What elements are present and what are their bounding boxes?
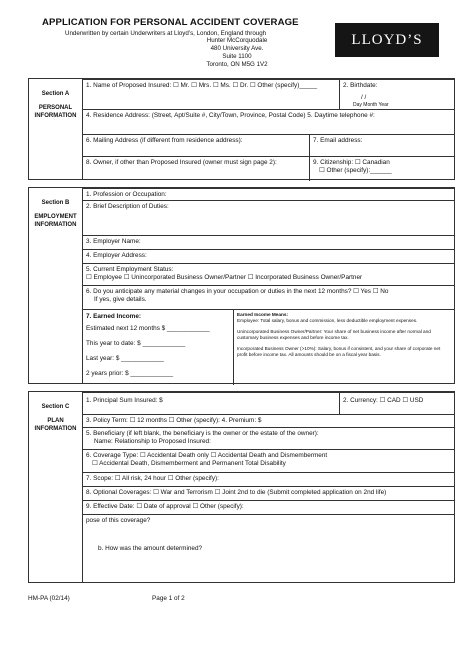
section-a-row-residence bbox=[83, 109, 454, 134]
section-b-name: Section B bbox=[41, 200, 70, 206]
amount-determined-question: b. How was the amount determined? bbox=[98, 545, 203, 552]
employment-status-field[interactable] bbox=[83, 264, 454, 285]
income-def-incorporated: Incorporated Business Owner (>10%): Salary, bonus if consistent, and your share of corporate net profit before income tax. All amounts should be on a fiscal year basis. bbox=[237, 346, 441, 357]
page-number: Page 1 of 2 bbox=[152, 595, 185, 602]
occupation-field[interactable]: 1. Profession or Occupation: bbox=[86, 191, 167, 198]
form-title: APPLICATION FOR PERSONAL ACCIDENT COVERAGE bbox=[42, 17, 299, 28]
effective-date-field[interactable]: 9. Effective Date: ☐ Date of approval ☐ Other (specify): bbox=[86, 503, 244, 510]
citizenship-field[interactable] bbox=[309, 157, 454, 181]
earned-income-row bbox=[83, 309, 454, 385]
section-c-title: PLAN INFORMATION bbox=[34, 418, 77, 432]
income-last-year: Last year: $ ____________ bbox=[86, 355, 164, 362]
form-code: HM-PA (02/14) bbox=[28, 595, 70, 602]
section-a-name: Section A bbox=[41, 91, 70, 97]
income-def-employee: Employee: Total salary, bonus and commission, less deductible employment expenses. bbox=[237, 317, 418, 323]
section-a-row-mailing bbox=[83, 134, 454, 156]
section-a-row-owner bbox=[83, 156, 454, 181]
earned-income-label: 7. Earned Income: bbox=[86, 313, 142, 320]
citizenship-other: ☐ Other (specify):______ bbox=[319, 167, 392, 174]
optional-coverages-field[interactable]: 8. Optional Coverages: ☐ War and Terrorism ☐ Joint 2nd to die (Submit completed application on 2nd life) bbox=[86, 489, 387, 496]
material-changes-details: If yes, give details. bbox=[94, 296, 147, 303]
sum-insured-field[interactable]: 1. Principal Sum Insured: $ bbox=[86, 397, 163, 404]
employer-name-field[interactable]: 3. Employer Name: bbox=[86, 238, 141, 245]
underwriter-line: Underwritten by certain Underwriters at Lloyd’s, London, England through bbox=[65, 30, 267, 37]
section-a-title: PERSONAL INFORMATION bbox=[34, 105, 77, 119]
section-c-name: Section C bbox=[41, 404, 70, 410]
optional-coverages-row bbox=[83, 486, 454, 500]
section-a-row-name bbox=[83, 79, 454, 109]
policy-term-field[interactable]: 3. Policy Term: ☐ 12 months ☐ Other (specify): 4. Premium: $ bbox=[86, 417, 262, 424]
residence-address-field[interactable]: 4. Residence Address: (Street, Apt/Suite #, City/Town, Province, Postal Code) 5. Daytime telephone #: bbox=[86, 112, 375, 119]
coverage-type-row bbox=[83, 449, 454, 472]
section-b-label bbox=[29, 188, 83, 383]
coverage-type-field[interactable] bbox=[83, 450, 454, 472]
employer-address-row bbox=[83, 249, 454, 263]
mailing-address-field[interactable]: 6. Mailing Address (if different from residence address): bbox=[86, 137, 243, 144]
purpose-row bbox=[83, 514, 454, 584]
occupation-row bbox=[83, 188, 454, 200]
section-a bbox=[28, 78, 455, 180]
beneficiary-row bbox=[83, 427, 454, 449]
purpose-question: pose of this coverage? bbox=[86, 517, 151, 524]
coverage-type-label: 6. Coverage Type: ☐ Accidental Death only ☐ Accidental Death and Dismemberment bbox=[86, 452, 328, 459]
effective-date-row bbox=[83, 500, 454, 514]
section-b-title: EMPLOYMENT INFORMATION bbox=[34, 214, 77, 228]
beneficiary-field[interactable] bbox=[83, 428, 454, 449]
section-a-label bbox=[29, 79, 83, 179]
beneficiary-label: 5. Beneficiary (if left blank, the beneficiary is the owner or the estate of the owner): bbox=[86, 430, 319, 437]
sum-insured-row bbox=[83, 392, 454, 414]
employment-status-label: 5. Current Employment Status: bbox=[86, 266, 174, 273]
purpose-field[interactable] bbox=[83, 515, 454, 584]
income-next-12: Estimated next 12 months $ ____________ bbox=[86, 325, 210, 332]
employment-status-options: ☐ Employee ☐ Unincorporated Business Owner/Partner ☐ Incorporated Business Owner/Partner bbox=[86, 274, 363, 281]
earned-income-definitions bbox=[233, 310, 454, 385]
owner-field[interactable]: 8. Owner, if other than Proposed Insured (owner must sign page 2): bbox=[86, 159, 277, 166]
birthdate-label: 2. Birthdate: bbox=[343, 82, 378, 89]
income-two-years: 2 years prior: $ ____________ bbox=[86, 370, 174, 377]
section-c-label bbox=[29, 392, 83, 582]
name-field[interactable]: 1. Name of Proposed Insured: ☐ Mr. ☐ Mrs. ☐ Ms. ☐ Dr. ☐ Other (specify)_____ bbox=[86, 82, 318, 89]
employment-status-row bbox=[83, 263, 454, 285]
currency-field[interactable]: 2. Currency: ☐ CAD ☐ USD bbox=[339, 393, 454, 414]
employer-name-row bbox=[83, 235, 454, 249]
address-line-2: 480 University Ave. bbox=[210, 45, 264, 52]
material-changes-field[interactable] bbox=[83, 286, 454, 309]
email-field[interactable]: 7. Email address: bbox=[309, 135, 454, 156]
material-changes-question: 6. Do you anticipate any material changes in your occupation or duties in the next 12 months? ☐ Yes ☐ No bbox=[86, 288, 389, 295]
beneficiary-name: Name: Relationship to Proposed Insured: bbox=[94, 438, 211, 445]
duties-field[interactable]: 2. Brief Description of Duties: bbox=[86, 203, 169, 210]
lloyds-logo: LLOYD’S bbox=[335, 23, 439, 57]
income-def-title: Earned Income Means: bbox=[237, 312, 289, 317]
income-def-unincorporated: Unincorporated Business Owner/Partner: Your share of net business income after normal and customary business expenses and before income tax. bbox=[237, 329, 431, 340]
coverage-type-option-ptd: ☐ Accidental Death, Dismemberment and Permanent Total Disability bbox=[92, 460, 286, 467]
scope-field[interactable]: 7. Scope: ☐ All risk, 24 hour ☐ Other (specify): bbox=[86, 475, 219, 482]
income-this-year: This year to date: $ ____________ bbox=[86, 340, 186, 347]
address-line-4: Toronto, ON M5G 1V2 bbox=[206, 61, 268, 68]
address-line-3: Suite 1100 bbox=[222, 53, 252, 60]
duties-row bbox=[83, 200, 454, 235]
citizenship-label: 9. Citizenship: ☐ Canadian bbox=[313, 159, 390, 166]
employer-address-field[interactable]: 4. Employer Address: bbox=[86, 252, 147, 259]
earned-income-field[interactable] bbox=[83, 310, 233, 385]
address-line-1: Hunter McCorquodale bbox=[206, 37, 268, 44]
material-changes-row bbox=[83, 285, 454, 309]
section-c bbox=[28, 391, 455, 583]
birthdate-field[interactable] bbox=[339, 80, 454, 109]
birthdate-sublabel: Day Month Year bbox=[353, 102, 389, 108]
policy-term-row bbox=[83, 414, 454, 427]
section-b bbox=[28, 187, 455, 384]
birthdate-slashes: / / bbox=[361, 94, 367, 101]
scope-row bbox=[83, 472, 454, 486]
